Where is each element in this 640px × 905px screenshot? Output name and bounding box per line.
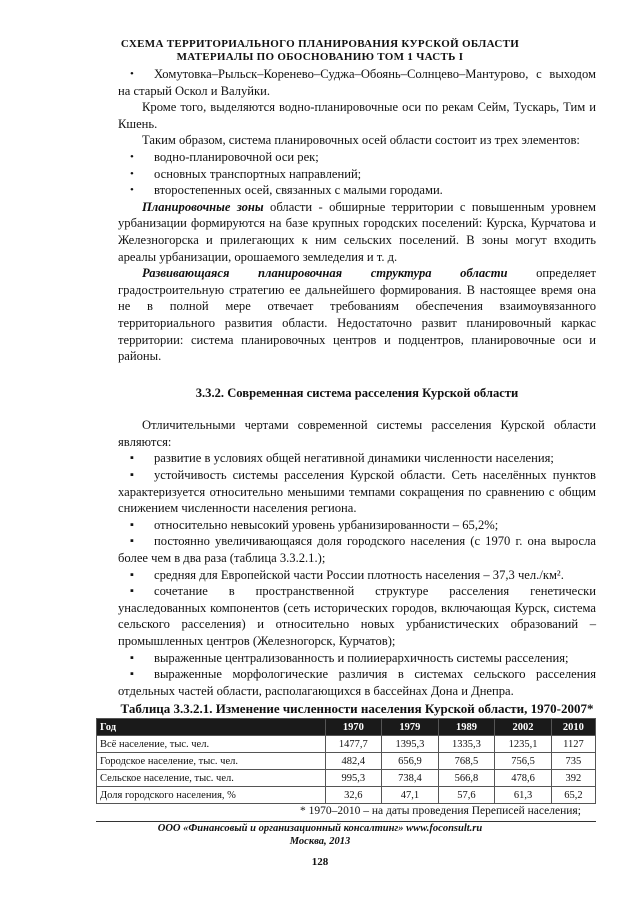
row-label: Доля городского населения, %: [97, 787, 326, 804]
table-cell: 735: [551, 753, 595, 770]
table-cell: 756,5: [495, 753, 552, 770]
footer-divider: [96, 821, 596, 822]
bullet-icon: •: [130, 167, 134, 180]
table-cell: 738,4: [382, 770, 439, 787]
column-header: 1970: [325, 719, 382, 736]
table-cell: 57,6: [438, 787, 495, 804]
paragraph: Планировочные зоны области - обширные территории с повышенным уровнем урбанизации формируются на базе крупных городских поселений: Курска, Курчатова и Железногорска и прилегающих к ним сельских поселений. В зоны могут входить ареалы урбанизации, орошаемого земледелия и т. д.: [118, 199, 596, 264]
table-row: [97, 736, 596, 753]
list-item: • второстепенных осей, связанных с малыми городами.: [130, 183, 443, 198]
square-bullet-icon: ▪: [130, 469, 134, 482]
list-item: • водно-планировочной оси рек;: [130, 149, 319, 164]
list-item: ▪ развитие в условиях общей негативной динамики численности населения;: [130, 451, 554, 466]
bullet-icon: •: [130, 68, 134, 80]
table-row: [97, 770, 596, 787]
table-cell: 482,4: [325, 753, 382, 770]
table-footnote: * 1970–2010 – на даты проведения Переписей населения;: [300, 805, 581, 817]
table-cell: 1335,3: [438, 736, 495, 753]
section-title: 3.3.2. Современная система расселения Курской области: [195, 385, 519, 400]
paragraph: Отличительными чертами современной системы расселения Курской области являются:: [118, 418, 596, 449]
list-item: • Хомутовка–Рыльск–Коренево–Суджа–Обоянь–Солнцево–Мантурово, с выходом на старый Оскол и Валуйки.: [118, 67, 596, 98]
list-item: ▪ средняя для Европейской части России плотность населения – 37,3 чел./км².: [130, 567, 564, 582]
table-cell: 478,6: [495, 770, 552, 787]
square-bullet-icon: ▪: [130, 668, 134, 681]
table-cell: 768,5: [438, 753, 495, 770]
table-cell: 1235,1: [495, 736, 552, 753]
table-header-row: [97, 719, 596, 736]
paragraph: Таким образом, система планировочных осей области состоит из трех элементов:: [142, 133, 580, 148]
table-cell: 566,8: [438, 770, 495, 787]
population-table: [96, 718, 596, 804]
term: Планировочные зоны: [142, 199, 264, 214]
header-title: СХЕМА ТЕРРИТОРИАЛЬНОГО ПЛАНИРОВАНИЯ КУРСКОЙ ОБЛАСТИ: [120, 38, 520, 50]
column-header: Год: [97, 719, 326, 736]
list-item: ▪ относительно невысокий уровень урбанизированности – 65,2%;: [130, 517, 499, 532]
table-cell: 392: [551, 770, 595, 787]
table-cell: 65,2: [551, 787, 595, 804]
row-label: Всё население, тыс. чел.: [97, 736, 326, 753]
square-bullet-icon: ▪: [130, 568, 134, 581]
table-cell: 47,1: [382, 787, 439, 804]
table-title: Таблица 3.3.2.1. Изменение численности населения Курской области, 1970-2007*: [120, 701, 594, 717]
table-cell: 32,6: [325, 787, 382, 804]
table-cell: 656,9: [382, 753, 439, 770]
table-cell: 1127: [551, 736, 595, 753]
term: Развивающаяся планировочная структура области: [142, 266, 508, 281]
table-cell: 1395,3: [382, 736, 439, 753]
list-item: ▪ выраженные морфологические различия в системах сельского расселения отдельных частей области, располагающихся в бассейнах Дона и Днепра.: [118, 667, 596, 698]
bullet-icon: •: [130, 150, 134, 163]
table-cell: 61,3: [495, 787, 552, 804]
square-bullet-icon: ▪: [130, 535, 134, 548]
list-item: ▪ постоянно увеличивающаяся доля городского населения (с 1970 г. она выросла более чем в два раза (таблица 3.3.2.1.);: [118, 534, 596, 566]
column-header: 1979: [382, 719, 439, 736]
square-bullet-icon: ▪: [130, 518, 134, 531]
table-cell: 995,3: [325, 770, 382, 787]
row-label: Городское население, тыс. чел.: [97, 753, 326, 770]
footer-company: ООО «Финансовый и организационный консалтинг» www.foconsult.ru: [157, 823, 483, 834]
table-row: [97, 753, 596, 770]
list-item: ▪ сочетание в пространственной структуре расселения генетически унаследованных компонентов (сеть исторических городов, включающая Курск, система сельского расселения) и относительно новых урбанистических образований – промышленных центров (Железногорск, Курчатов);: [118, 584, 596, 648]
row-label: Сельское население, тыс. чел.: [97, 770, 326, 787]
column-header: 2002: [495, 719, 552, 736]
column-header: 2010: [551, 719, 595, 736]
square-bullet-icon: ▪: [130, 452, 134, 465]
square-bullet-icon: ▪: [130, 585, 134, 598]
column-header: 1989: [438, 719, 495, 736]
page-number: 128: [311, 856, 329, 868]
square-bullet-icon: ▪: [130, 651, 134, 664]
footer-city: Москва, 2013: [289, 836, 351, 847]
bullet-icon: •: [130, 184, 134, 197]
list-item: ▪ устойчивость системы расселения Курской области. Сеть населённых пунктов характеризуется относительно меньшими темпами сокращения по сравнению с общим снижением численности населения региона.: [118, 468, 596, 516]
table-row: [97, 787, 596, 804]
list-item: • основных транспортных направлений;: [130, 166, 362, 181]
table-cell: 1477,7: [325, 736, 382, 753]
paragraph: Развивающаяся планировочная структура области определяет градостроительную стратегию ее дальнейшего формирования. В настоящее время она не в полной мере отвечает требованиям обеспечения взаимоувязанного территориального развития области. Недостаточно развит планировочный каркас территории: система планировочных центров и подцентров, планировочные оси и районы.: [118, 266, 596, 364]
document-body: [118, 66, 596, 718]
paragraph: Кроме того, выделяются водно-планировочные оси по рекам Сейм, Тускарь, Тим и Кшень.: [118, 100, 596, 131]
list-item: ▪ выраженные централизованность и полииерархичность системы расселения;: [130, 650, 569, 665]
header-subtitle: МАТЕРИАЛЫ ПО ОБОСНОВАНИЮ ТОМ 1 ЧАСТЬ I: [176, 51, 464, 63]
